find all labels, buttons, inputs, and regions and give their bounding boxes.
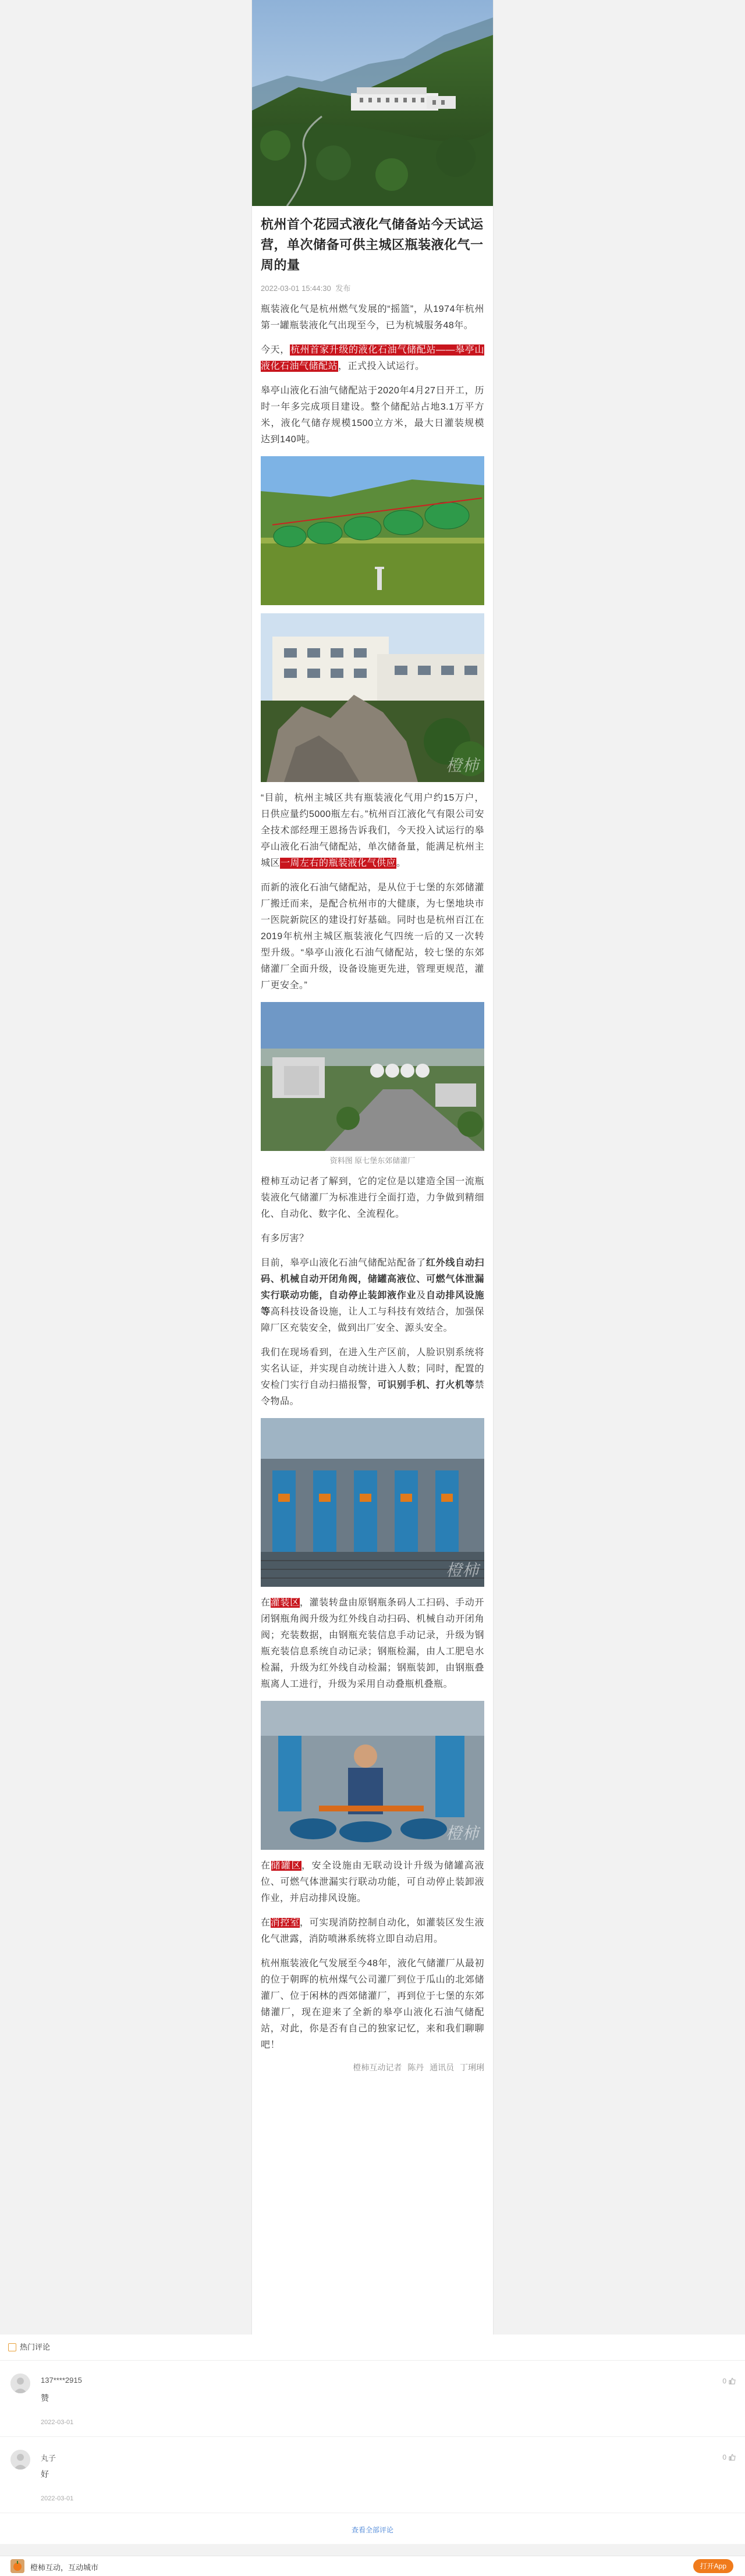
comment-author: 137****2915 <box>41 2376 82 2385</box>
comment-text: 好 <box>41 2470 49 2479</box>
comments-header: 热门评论 <box>0 2335 745 2361</box>
article-meta <box>261 282 484 293</box>
paragraph: 瓶装液化气是杭州燃气发展的“摇篮”，从1974年杭州第一罐瓶装液化气出现至今，已为杭城服务48年。 <box>261 304 484 331</box>
paragraph: 有多厉害？ <box>261 1234 309 1243</box>
bottom-app-bar <box>0 2556 745 2576</box>
image-worker <box>261 1701 484 1850</box>
comment-icon <box>8 2343 16 2351</box>
watermark-text: 橙柿 <box>445 1561 478 1580</box>
paragraph: 目前，皋亭山液化石油气储配站配备了红外线自动扫码、机械自动开闭角阀，储罐高液位、可燃气体泄漏实行联动功能，自动停止装卸液作业及自动排风设施等高科技设备设施，让人工与科技有效结合，加强保障厂区充装安全，做到出厂安全、源头安全。 <box>261 1258 484 1333</box>
highlight: 杭州首家升级的液化石油气储配站——皋亭山液化石油气储配站 <box>261 345 484 371</box>
user-avatar-icon <box>10 2374 30 2393</box>
comment-item <box>0 2437 745 2513</box>
thumbs-up-icon <box>729 2454 736 2461</box>
avatar[interactable] <box>10 2450 30 2470</box>
view-all-comments-link[interactable]: 查看全部评论 <box>351 2526 393 2534</box>
highlight: 一周左右的瓶装液化气供应 <box>281 858 396 868</box>
paragraph: 在储罐区，安全设施由无联动设计升级为储罐高液位、可燃气体泄漏实行联动功能，可自动停止装卸液作业，并启动排风设施。 <box>261 1861 484 1903</box>
photo-storage-tanks <box>261 456 484 605</box>
bold-text: 红外线自动扫码、机械自动开闭角阀，储罐高液位、可燃气体泄漏实行联动功能，自动停止装卸液作业 <box>261 1258 484 1301</box>
bold-text: 自动排风设施等 <box>261 1291 484 1317</box>
image-garden <box>261 613 484 782</box>
paragraph: 今天，杭州首家升级的液化石油气储配站——皋亭山液化石油气储配站，正式投入试运行。 <box>261 345 484 371</box>
photo-old-plant-aerial <box>261 1002 484 1151</box>
image-filling-line <box>261 1418 484 1587</box>
comments-section <box>0 2335 745 2544</box>
watermark-text: 橙柿 <box>445 756 478 775</box>
like-button[interactable]: 0 <box>722 2377 736 2385</box>
hero-photo <box>252 0 493 206</box>
bold-text: 可识别手机、打火机等 <box>377 1380 475 1390</box>
byline: 橙柿互动记者 陈丹 通讯员 丁琍琍 <box>353 2063 484 2072</box>
comment-item <box>0 2361 745 2437</box>
image-old-plant <box>261 1002 484 1151</box>
publish-label: 发布 <box>335 284 351 293</box>
user-avatar-icon <box>10 2450 30 2470</box>
paragraph: “目前，杭州主城区共有瓶装液化气用户约15万户，日供应量约5000瓶左右。”杭州百江液化气有限公司安全技术部经理王恩扬告诉我们，今天投入试运行的皋亭山液化石油气储配站，单次储备量，能满足杭州主城区一周左右的瓶装液化气供应。 <box>261 793 484 868</box>
paragraph: 在灌装区，灌装转盘由原钢瓶条码人工扫码、手动开闭钢瓶角阀升级为红外线自动扫码、机械自动开闭角阀；充装数据，由钢瓶充装信息手动记录，升级为钢瓶充装信息系统自动记录；钢瓶检漏，由人工肥皂水检漏，升级为红外线自动检漏；钢瓶装卸，由钢瓶叠瓶离人工进行，升级为采用自动叠瓶机叠瓶。 <box>261 1598 484 1689</box>
highlight: 消控室 <box>270 1918 300 1928</box>
paragraph: 我们在现场看到，在进入生产区前，人脸识别系统将实名认证，并实现自动统计进入人数；同时，配置的安检门实行自动扫描报警，可识别手机、打火机等禁令物品。 <box>261 1348 484 1406</box>
comment-time: 2022-03-01 <box>41 2419 74 2426</box>
paragraph: 而新的液化石油气储配站，是从位于七堡的东郊储灌厂搬迁而来，是配合杭州市的大健康，为七堡地块市一医院新院区的建设打好基础。同时也是杭州百江在2019年杭州主城区瓶装液化气四统一后的又一次转型升级。“皋亭山液化石油气储配站，较七堡的东郊储灌厂全面升级，设备设施更先进，管理更规范，灌厂更安全。” <box>261 883 484 990</box>
app-logo-icon <box>10 2559 24 2573</box>
avatar[interactable] <box>10 2374 30 2393</box>
highlight: 灌装区 <box>270 1598 300 1608</box>
open-app-button[interactable]: 打开App <box>693 2559 733 2573</box>
highlight: 储罐区 <box>271 1861 301 1871</box>
hero-image <box>252 0 493 206</box>
article-title: 杭州首个花园式液化气储备站今天试运营，单次储备可供主城区瓶装液化气一周的量 <box>261 217 484 272</box>
publish-date: 2022-03-01 15:44:30 <box>261 284 331 293</box>
paragraph: 橙柿互动记者了解到，它的定位是以建造全国一流瓶装液化气储灌厂为标准进行全面打造，力争做到精细化、自动化、数字化、全流程化。 <box>261 1177 484 1219</box>
paragraph: 在消控室，可实现消防控制自动化，如灌装区发生液化气泄露，消防喷淋系统将立即自动启用。 <box>261 1918 484 1944</box>
watermark-text: 橙柿 <box>445 1824 478 1843</box>
like-button[interactable]: 0 <box>722 2453 736 2461</box>
article-container <box>251 0 494 2335</box>
thumbs-up-icon <box>729 2378 736 2385</box>
image-tanks <box>261 456 484 605</box>
comment-author: 丸子 <box>41 2454 56 2463</box>
comment-text: 赞 <box>41 2393 49 2403</box>
comment-time: 2022-03-01 <box>41 2495 74 2502</box>
paragraph: 皋亭山液化石油气储配站于2020年4月27日开工，历时一年多完成项目建设。整个储配站占地3.1万平方米，液化气储存规模1500立方米，最大日灌装规模达到140吨。 <box>261 386 484 445</box>
logo-graphic <box>10 2559 24 2573</box>
app-tagline: 橙柿互动，互动城市 <box>30 2563 99 2572</box>
image-caption: 资料图 原七堡东郊储灌厂 <box>329 1156 416 1165</box>
paragraph: 杭州瓶装液化气发展至今48年，液化气储灌厂从最初的位于朝晖的杭州煤气公司灌厂到位于瓜山的北郊储灌厂、位于闲林的西郊储灌厂，再到位于七堡的东郊储灌厂，现在迎来了全新的皋亭山液化石油气储配站，对此，你是否有自己的独家记忆，来和我们聊聊吧！ <box>261 1959 484 2050</box>
